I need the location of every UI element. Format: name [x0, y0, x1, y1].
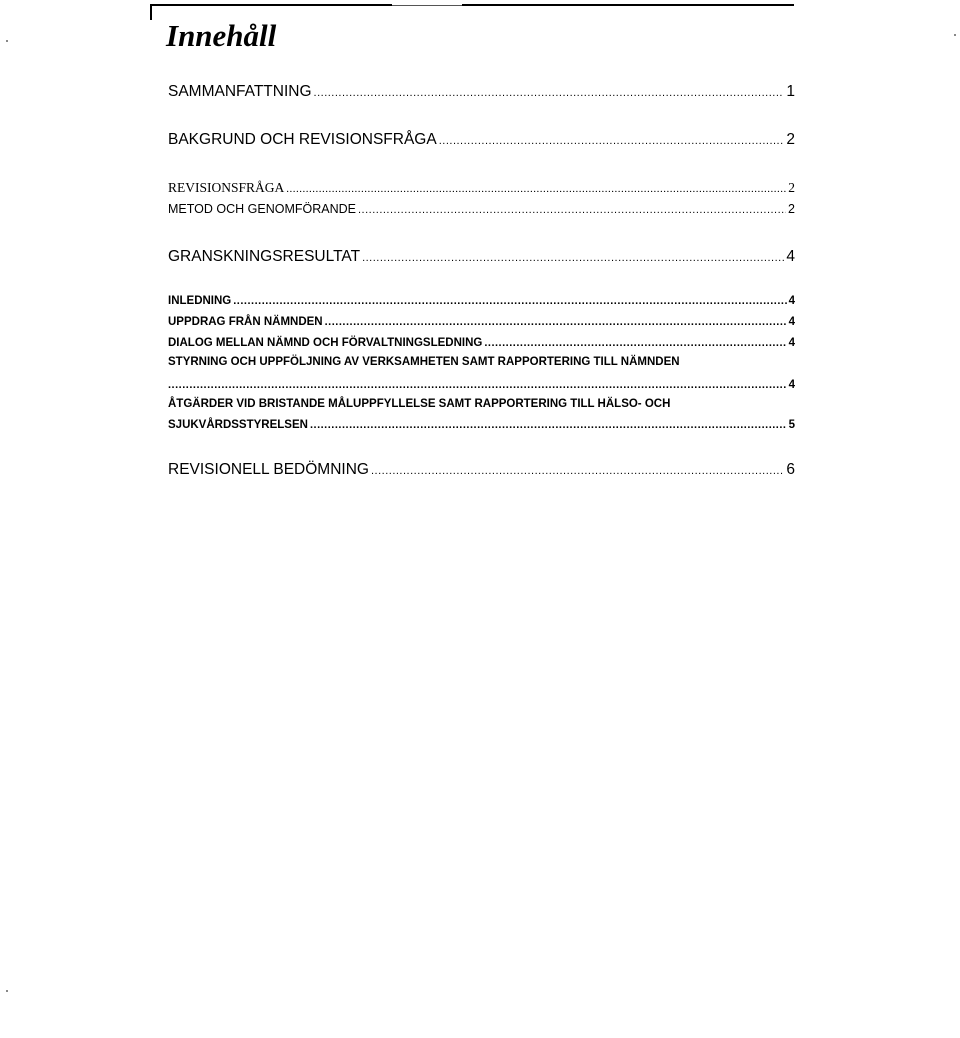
- toc-dot-leader: [286, 181, 786, 197]
- toc-dot-leader: [310, 417, 787, 433]
- toc-entry-sammanfattning[interactable]: [168, 82, 795, 103]
- toc-dot-leader: [325, 314, 787, 330]
- toc-page-number: 1: [786, 83, 795, 100]
- toc-entry-atgarder[interactable]: [168, 417, 795, 433]
- header-rule-thin: [392, 5, 462, 6]
- toc-page-number: 2: [788, 180, 795, 195]
- scan-speck: [954, 34, 956, 36]
- header-rule: [150, 4, 794, 6]
- toc-entry-uppdrag[interactable]: [168, 314, 795, 330]
- toc-page-number: 4: [788, 295, 795, 307]
- toc-entry-inledning[interactable]: [168, 293, 795, 309]
- toc-page-number: 4: [788, 379, 795, 391]
- toc-page-number: 4: [786, 248, 795, 265]
- toc-entry-label: SAMMANFATTNING: [168, 83, 312, 100]
- toc-page-number: 2: [786, 131, 795, 148]
- toc-entry-dialog[interactable]: [168, 335, 795, 351]
- toc-page-number: 4: [788, 337, 795, 349]
- toc-entry-metod[interactable]: [168, 201, 795, 218]
- toc-entry-bakgrund[interactable]: [168, 130, 795, 151]
- toc-entry-styrning-label[interactable]: STYRNING OCH UPPFÖLJNING AV VERKSAMHETEN SAMT RAPPORTERING TILL NÄMNDEN: [168, 356, 680, 368]
- toc-entry-label: SJUKVÅRDSSTYRELSEN: [168, 419, 308, 431]
- toc-dot-leader: [168, 377, 787, 393]
- toc-entry-label: INLEDNING: [168, 295, 232, 307]
- toc-dot-leader: [233, 293, 786, 309]
- toc-entry-atgarder-label[interactable]: ÅTGÄRDER VID BRISTANDE MÅLUPPFYLLELSE SAMT RAPPORTERING TILL HÄLSO- OCH: [168, 398, 671, 410]
- toc-entry-label: UPPDRAG FRÅN NÄMNDEN: [168, 316, 323, 328]
- scan-speck: [6, 40, 8, 42]
- toc-page-number: 6: [786, 461, 795, 478]
- toc-dot-leader: [439, 131, 785, 151]
- toc-page-number: 4: [788, 316, 795, 328]
- toc-entry-label: REVISIONELL BEDÖMNING: [168, 461, 369, 478]
- toc-dot-leader: [371, 461, 784, 481]
- toc-entry-label: REVISIONSFRÅGA: [168, 180, 285, 195]
- toc-entry-label: BAKGRUND OCH REVISIONSFRÅGA: [168, 131, 437, 148]
- toc-entry-styrning-leader-row[interactable]: [168, 377, 795, 393]
- toc-dot-leader: [358, 202, 786, 218]
- toc-dot-leader: [484, 335, 786, 351]
- toc-page-number: 5: [788, 419, 795, 431]
- toc-entry-label: GRANSKNINGSRESULTAT: [168, 248, 361, 265]
- page-corner-mark: [150, 4, 152, 20]
- toc-entry-revisionsfraga[interactable]: [168, 180, 795, 197]
- toc-dot-leader: [362, 248, 784, 268]
- toc-entry-revisionell[interactable]: [168, 460, 795, 481]
- toc-dot-leader: [314, 83, 785, 103]
- toc-entry-label: DIALOG MELLAN NÄMND OCH FÖRVALTNINGSLEDNING: [168, 337, 483, 349]
- scan-speck: [6, 990, 8, 992]
- toc-entry-label: METOD OCH GENOMFÖRANDE: [168, 202, 356, 216]
- page-title: Innehåll: [166, 18, 277, 53]
- toc-entry-granskningsresultat[interactable]: [168, 247, 795, 268]
- toc-page-number: 2: [788, 202, 795, 216]
